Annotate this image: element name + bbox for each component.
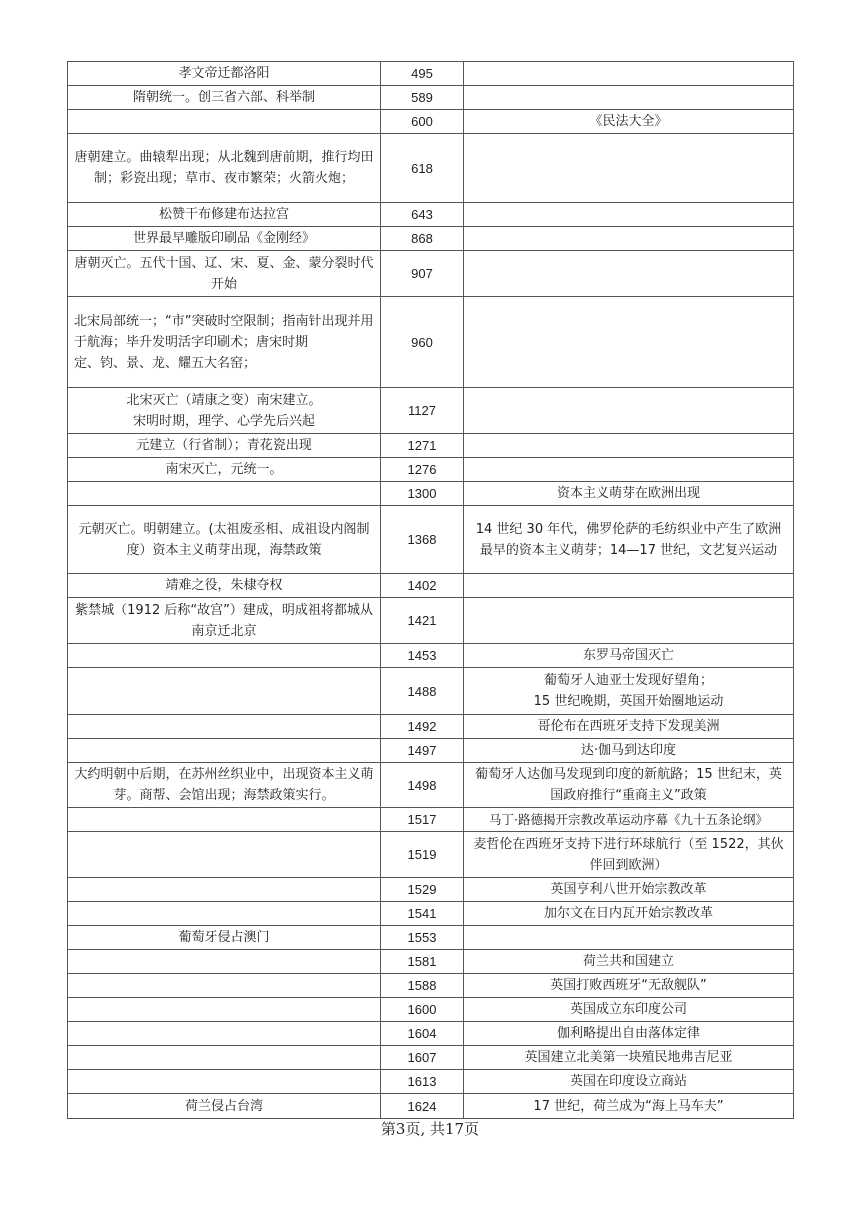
world-event-cell [464,574,794,598]
timeline-body [68,62,794,1119]
year-cell: 1541 [381,902,464,926]
world-event-cell [464,62,794,86]
table-row [68,1022,794,1046]
china-event-cell [68,110,381,134]
table-row [68,808,794,832]
china-event-cell [68,878,381,902]
year-cell: 1604 [381,1022,464,1046]
year-cell: 618 [381,134,464,203]
table-row [68,668,794,715]
china-event-cell: 孝文帝迁都洛阳 [68,62,381,86]
world-event-cell [464,251,794,297]
china-event-cell [68,950,381,974]
table-row [68,1070,794,1094]
world-event-cell: 资本主义萌芽在欧洲出现 [464,482,794,506]
table-row [68,878,794,902]
table-row [68,715,794,739]
world-event-cell [464,297,794,388]
world-event-cell [464,388,794,434]
table-row [68,251,794,297]
year-cell: 1553 [381,926,464,950]
china-event-cell [68,832,381,878]
china-event-cell: 北宋灭亡（靖康之变）南宋建立。 宋明时期，理学、心学先后兴起 [68,388,381,434]
world-event-cell [464,203,794,227]
table-row [68,110,794,134]
world-event-cell: 14 世纪 30 年代，佛罗伦萨的毛纺织业中产生了欧洲最早的资本主义萌芽；14—17 世纪，文艺复兴运动 [464,506,794,574]
table-row [68,832,794,878]
year-cell: 1492 [381,715,464,739]
world-event-cell [464,598,794,644]
china-event-cell: 荷兰侵占台湾 [68,1094,381,1119]
world-event-cell: 加尔文在日内瓦开始宗教改革 [464,902,794,926]
table-row [68,998,794,1022]
china-event-cell [68,1046,381,1070]
china-event-cell: 葡萄牙侵占澳门 [68,926,381,950]
year-cell: 1519 [381,832,464,878]
year-cell: 1271 [381,434,464,458]
world-event-cell: 东罗马帝国灭亡 [464,644,794,668]
china-event-cell [68,482,381,506]
year-cell: 1529 [381,878,464,902]
year-cell: 1276 [381,458,464,482]
table-row [68,434,794,458]
world-event-cell [464,86,794,110]
table-row [68,598,794,644]
table-row [68,574,794,598]
china-event-cell [68,715,381,739]
world-event-cell [464,926,794,950]
year-cell: 495 [381,62,464,86]
world-event-cell: 葡萄牙人达伽马发现到印度的新航路；15 世纪末，英国政府推行“重商主义”政策 [464,763,794,808]
china-event-cell [68,668,381,715]
china-event-cell: 世界最早雕版印刷品《金刚经》 [68,227,381,251]
china-event-cell [68,974,381,998]
year-cell: 1624 [381,1094,464,1119]
year-cell: 1497 [381,739,464,763]
china-event-cell [68,1022,381,1046]
table-row [68,902,794,926]
table-row [68,1094,794,1119]
year-cell: 1607 [381,1046,464,1070]
table-row [68,388,794,434]
china-event-cell: 唐朝灭亡。五代十国、辽、宋、夏、金、蒙分裂时代开始 [68,251,381,297]
page-footer: 第3页, 共17页 [380,1120,480,1138]
china-event-cell: 元朝灭亡。明朝建立。(太祖废丞相、成祖设内阁制度）资本主义萌芽出现，海禁政策 [68,506,381,574]
year-cell: 1300 [381,482,464,506]
table-row [68,203,794,227]
china-event-cell: 松赞干布修建布达拉宫 [68,203,381,227]
table-row [68,482,794,506]
timeline-table [67,61,794,1119]
year-cell: 1581 [381,950,464,974]
china-event-cell: 紫禁城（1912 后称“故宫”）建成，明成祖将都城从南京迁北京 [68,598,381,644]
china-event-cell [68,902,381,926]
table-row [68,1046,794,1070]
table-row [68,763,794,808]
china-event-cell: 唐朝建立。曲辕犁出现；从北魏到唐前期，推行均田制；彩瓷出现；草市、夜市繁荣；火箭火炮； [68,134,381,203]
year-cell: 907 [381,251,464,297]
year-cell: 1488 [381,668,464,715]
table-row [68,739,794,763]
world-event-cell: 麦哲伦在西班牙支持下进行环球航行（至 1522，其伙伴回到欧洲） [464,832,794,878]
year-cell: 1600 [381,998,464,1022]
table-row [68,506,794,574]
world-event-cell [464,458,794,482]
world-event-cell: 葡萄牙人迪亚士发现好望角； 15 世纪晚期，英国开始圈地运动 [464,668,794,715]
china-event-cell [68,644,381,668]
year-cell: 1453 [381,644,464,668]
world-event-cell: 英国成立东印度公司 [464,998,794,1022]
world-event-cell: 英国建立北美第一块殖民地弗吉尼亚 [464,1046,794,1070]
table-row [68,974,794,998]
world-event-cell: 英国在印度设立商站 [464,1070,794,1094]
world-event-cell: 《民法大全》 [464,110,794,134]
world-event-cell: 达·伽马到达印度 [464,739,794,763]
year-cell: 1498 [381,763,464,808]
table-row [68,950,794,974]
year-cell: 589 [381,86,464,110]
year-cell: 868 [381,227,464,251]
world-event-cell: 马丁·路德揭开宗教改革运动序幕《九十五条论纲》 [464,808,794,832]
year-cell: 643 [381,203,464,227]
china-event-cell: 南宋灭亡，元统一。 [68,458,381,482]
china-event-cell [68,1070,381,1094]
world-event-cell [464,227,794,251]
world-event-cell: 英国打败西班牙“无敌舰队” [464,974,794,998]
world-event-cell: 17 世纪，荷兰成为“海上马车夫” [464,1094,794,1119]
china-event-cell [68,808,381,832]
table-row [68,458,794,482]
year-cell: 1517 [381,808,464,832]
year-cell: 600 [381,110,464,134]
year-cell: 1127 [381,388,464,434]
world-event-cell: 荷兰共和国建立 [464,950,794,974]
china-event-cell [68,998,381,1022]
world-event-cell: 英国亨利八世开始宗教改革 [464,878,794,902]
year-cell: 1421 [381,598,464,644]
world-event-cell: 哥伦布在西班牙支持下发现美洲 [464,715,794,739]
china-event-cell: 隋朝统一。创三省六部、科举制 [68,86,381,110]
china-event-cell: 大约明朝中后期，在苏州丝织业中，出现资本主义萌芽。商帮、会馆出现；海禁政策实行。 [68,763,381,808]
table-row [68,297,794,388]
table-row [68,227,794,251]
world-event-cell [464,434,794,458]
table-row [68,926,794,950]
table-row [68,134,794,203]
table-row [68,86,794,110]
world-event-cell [464,134,794,203]
table-row [68,644,794,668]
year-cell: 1588 [381,974,464,998]
year-cell: 960 [381,297,464,388]
world-event-cell: 伽利略提出自由落体定律 [464,1022,794,1046]
china-event-cell [68,739,381,763]
year-cell: 1368 [381,506,464,574]
year-cell: 1402 [381,574,464,598]
table-row [68,62,794,86]
china-event-cell: 北宋局部统一；“市”突破时空限制；指南针出现并用于航海；毕升发明活字印刷术；唐宋时期 定、钧、景、龙、耀五大名窑； [68,297,381,388]
year-cell: 1613 [381,1070,464,1094]
china-event-cell: 元建立（行省制）；青花瓷出现 [68,434,381,458]
china-event-cell: 靖难之役，朱棣夺权 [68,574,381,598]
